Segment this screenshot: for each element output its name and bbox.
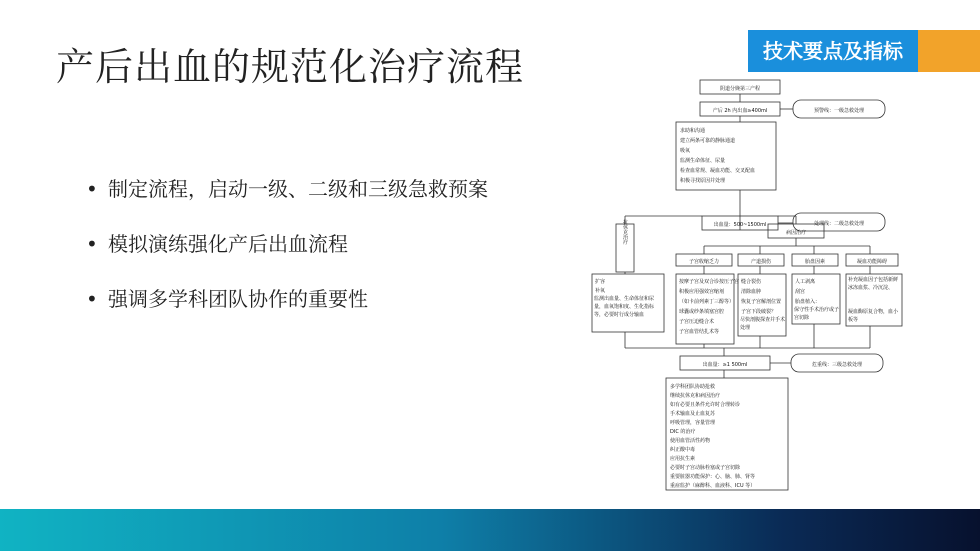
flow-trauma-detail: 清除血肿	[741, 289, 762, 295]
flow-step3: 呼吸管理，容量管理	[670, 420, 716, 426]
section-tag-label: 技术要点及指标	[748, 30, 918, 72]
flow-atony-detail: 积极应用强效宫缩剂	[679, 289, 725, 295]
flow-level2-alert: 处理线：二级急救处理	[813, 221, 865, 227]
flow-step3: 使用血管活性药物	[670, 438, 711, 444]
flow-step3: 重要脏器功能保护：心、脑、肺、肾等	[670, 474, 756, 480]
section-tag	[748, 30, 980, 72]
flow-level1: 产后 2h 内出血≥400ml	[712, 108, 768, 114]
flow-step1: 建立两条可靠的静脉通道	[680, 138, 736, 144]
pph-flowchart	[588, 76, 908, 501]
footer-gradient-bar	[0, 509, 980, 551]
flow-step1: 求助和沟通	[680, 128, 706, 134]
bullet-list	[86, 172, 606, 337]
flow-placenta-detail: 保守性手术治疗或子宫切除	[794, 307, 839, 321]
flow-atony-detail: 球囊或纱条填塞宫腔	[679, 309, 725, 315]
flow-trauma-detail: 子宫下段破裂？	[741, 309, 777, 315]
flow-step3: 多学科团队协助抢救	[670, 384, 716, 390]
flow-step3: DIC 的治疗	[670, 429, 696, 435]
flow-trauma-detail: 缝合裂伤	[741, 279, 762, 285]
flow-atony-detail: （如卡前列素丁三醇等）	[679, 299, 735, 305]
flowchart-svg	[588, 76, 908, 501]
flow-step3: 手术输血及止血复苏	[670, 411, 716, 417]
flow-cause: 病因治疗	[785, 230, 807, 236]
bullet-item: • 制定流程，启动一级、二级和三级急救预案	[86, 172, 606, 227]
bullet-item: • 模拟演练强化产后出血流程	[86, 227, 606, 282]
flow-step3: 继续抗休克和病因治疗	[670, 393, 721, 399]
flow-step1: 检查血常规、凝血功能、交叉配血	[680, 168, 756, 174]
flow-top: 阴道分娩第三产程	[719, 86, 761, 92]
flow-anti-shock: 抗休克治疗	[622, 219, 628, 245]
flow-step3: 纠正酸中毒	[670, 447, 696, 453]
flow-level3: 出血量：≥1 500ml	[702, 362, 748, 368]
flow-cause-box: 子宫收缩乏力	[688, 259, 720, 265]
flow-placenta-detail: 人工剥离	[795, 279, 816, 285]
flow-level1-alert: 预警线：一级急救处理	[813, 108, 865, 114]
flow-anti-shock-detail: 补氧	[595, 288, 606, 294]
flow-step1: 吸氧	[680, 148, 691, 154]
section-tag-accent	[918, 30, 980, 72]
flow-level2: 出血量：500~1500ml	[713, 222, 767, 228]
flow-trauma-detail: 恢复子宫解剖位置	[741, 299, 782, 305]
flow-step1: 监测生命体征、尿量	[680, 158, 726, 164]
bullet-item: • 强调多学科团队协作的重要性	[86, 282, 606, 337]
flow-coag-detail: 补充凝血因子包括新鲜冰冻血浆、冷沉淀、	[848, 277, 899, 291]
slide-title: 产后出血的规范化治疗流程	[56, 45, 525, 89]
flow-atony-detail: 按摩子宫及双合诊按压子宫	[679, 279, 740, 285]
flow-placenta-detail: 刮宫	[795, 289, 806, 295]
flow-cause-box: 产道损伤	[750, 259, 772, 265]
flow-level3-alert: 危重线：三级急救处理	[811, 362, 863, 368]
flow-atony-detail: 子宫压迫缝合术	[679, 319, 715, 325]
flow-anti-shock-detail: 监测出血量、生命体征和尿量，血氧饱和度、生化指标等，必要时行成分输血	[594, 296, 655, 318]
flow-step1: 积极寻找原因并处理	[680, 178, 726, 184]
flow-cause-box: 胎盘因素	[804, 259, 826, 265]
flow-step3: 应用抗生素	[670, 456, 696, 462]
flow-anti-shock-detail: 扩容	[595, 279, 606, 285]
flow-coag-detail: 凝血酶原复合物，血小板等	[848, 309, 899, 323]
flow-placenta-detail: 胎盘植入：	[795, 299, 821, 305]
flow-cause-box: 凝血功能障碍	[856, 259, 888, 265]
flow-step3: 必要时子宫动脉栓塞或子宫切除	[670, 465, 741, 471]
flow-trauma-detail: 尽快剖腹探查并手术处理	[740, 317, 785, 331]
flow-atony-detail: 子宫血管结扎术等	[679, 329, 720, 335]
flow-step3: 重症监护（麻醉科、血液科、ICU 等）	[670, 483, 756, 489]
flow-step3: 如有必要且条件允许时合理转诊	[670, 402, 741, 408]
